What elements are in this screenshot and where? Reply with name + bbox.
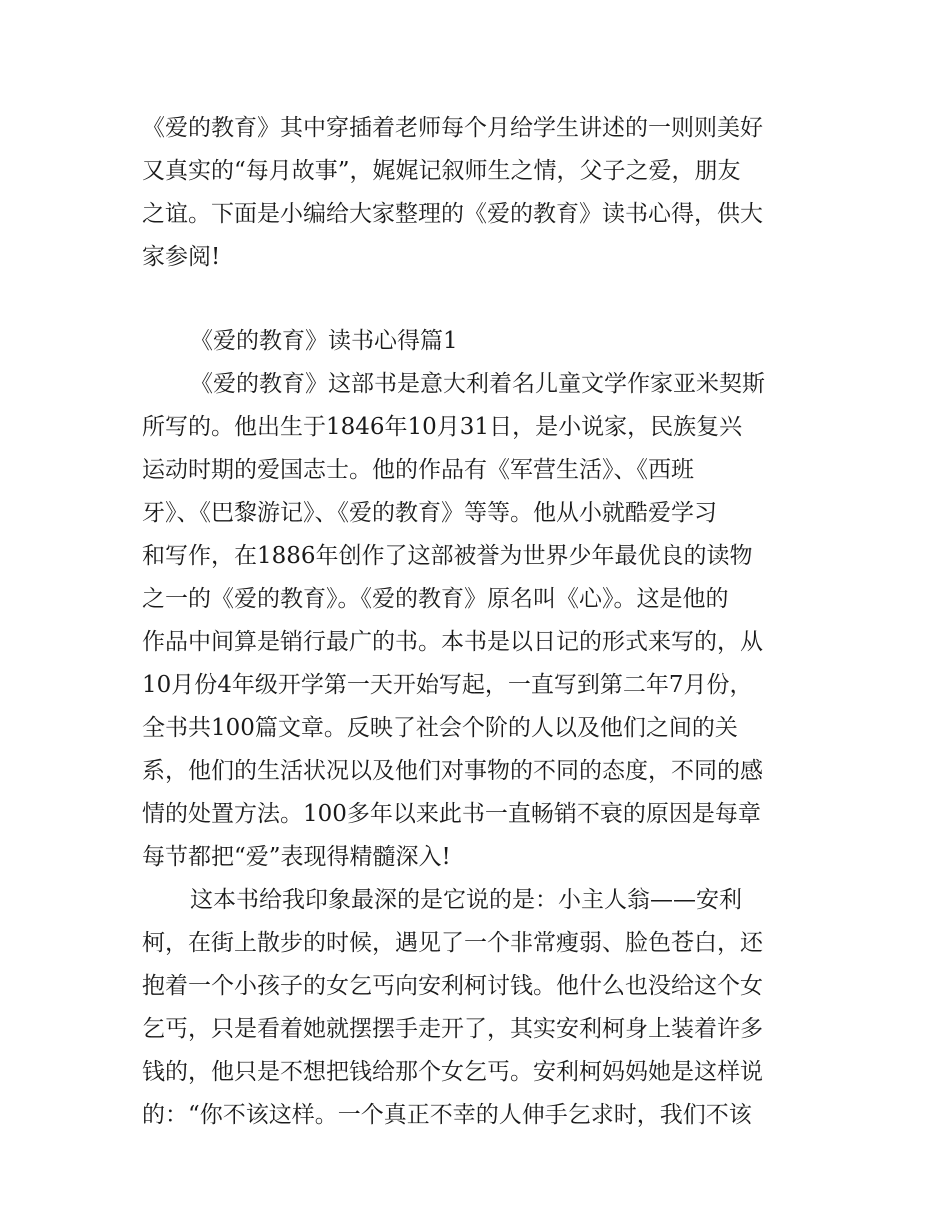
paragraph-line: 和写作，在1886年创作了这部被誉为世界少年最优良的读物 [142, 543, 753, 569]
paragraph-line: 乞丐，只是看着她就摆摆手走开了，其实安利柯身上装着许多 [142, 1016, 763, 1042]
intro-line: 家参阅! [142, 244, 221, 270]
paragraph-line: 运动时期的爱国志士。他的作品有《军营生活》、《西班 [142, 457, 694, 483]
paragraph-line: 情的处置方法。100多年以来此书一直畅销不衰的原因是每章 [142, 801, 761, 827]
paragraph-line: 柯，在街上散步的时候，遇见了一个非常瘦弱、脸色苍白，还 [142, 930, 763, 956]
paragraph-line: 钱的，他只是不想把钱给那个女乞丐。安利柯妈妈她是这样说 [142, 1059, 763, 1085]
paragraph-line: 全书共100篇文章。反映了社会个阶的人以及他们之间的关 [142, 715, 738, 741]
intro-line: 又真实的“每月故事”，娓娓记叙师生之情，父子之爱，朋友 [142, 158, 741, 184]
paragraph-line: 系，他们的生活状况以及他们对事物的不同的态度，不同的感 [142, 758, 763, 784]
paragraph-line: 作品中间算是销行最广的书。本书是以日记的形式来写的，从 [142, 629, 763, 655]
intro-line: 《爱的教育》其中穿插着老师每个月给学生讲述的一则则美好 [142, 115, 763, 141]
paragraph-line: 牙》、《巴黎游记》、《爱的教育》等等。他从小就酷爱学习 [142, 500, 717, 526]
paragraph-line: 所写的。他出生于1846年10月31日，是小说家，民族复兴 [142, 414, 743, 440]
paragraph-line: 的：“你不该这样。一个真正不幸的人伸手乞求时，我们不该 [142, 1102, 752, 1128]
section-heading: 《爱的教育》读书心得篇1 [190, 328, 458, 354]
paragraph-line: 10月份4年级开学第一天开始写起，一直写到第二年7月份， [142, 672, 753, 698]
paragraph-line: 这本书给我印象最深的是它说的是：小主人翁——安利 [190, 887, 742, 913]
paragraph-line: 之一的《爱的教育》。《爱的教育》原名叫《心》。这是他的 [142, 586, 729, 612]
paragraph-line: 抱着一个小孩子的女乞丐向安利柯讨钱。他什么也没给这个女 [142, 973, 763, 999]
paragraph-line: 《爱的教育》这部书是意大利着名儿童文学作家亚米契斯 [190, 371, 765, 397]
paragraph-line: 每节都把“爱”表现得精髓深入! [142, 844, 451, 870]
intro-line: 之谊。下面是小编给大家整理的《爱的教育》读书心得，供大 [142, 201, 763, 227]
